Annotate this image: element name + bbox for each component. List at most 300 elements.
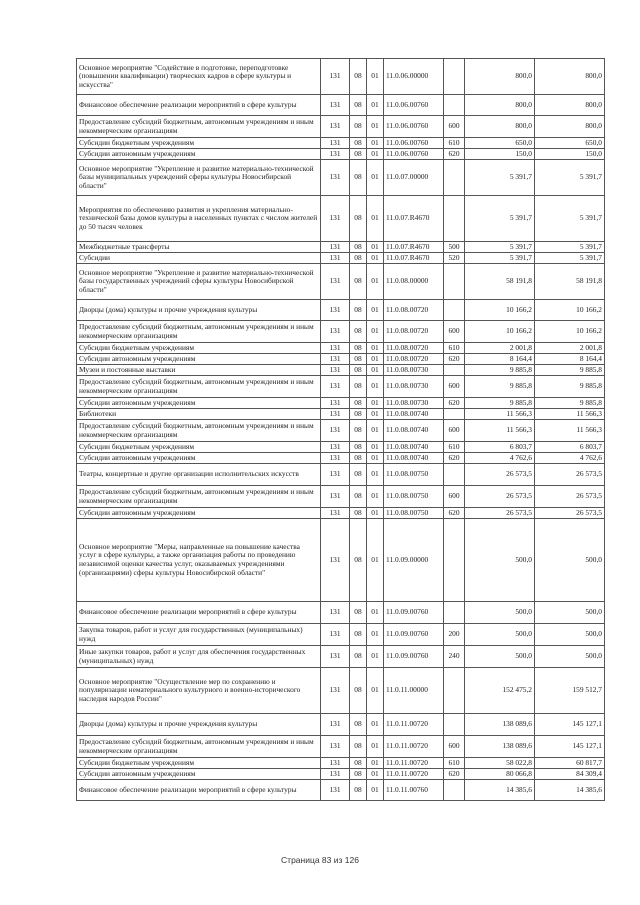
table-row xyxy=(77,409,605,420)
row-name: Музеи и постоянные выставки xyxy=(77,365,321,376)
row-subsection: 01 xyxy=(367,420,384,442)
row-section: 08 xyxy=(350,420,367,442)
row-section: 08 xyxy=(350,149,367,160)
row-subsection: 01 xyxy=(367,264,384,300)
row-expense-type xyxy=(444,59,465,95)
row-target-article: 11.0.06.00760 xyxy=(384,138,444,149)
row-section: 08 xyxy=(350,160,367,196)
row-amount-year1: 10 166,2 xyxy=(465,300,535,321)
table-row xyxy=(77,354,605,365)
row-name: Субсидии автономным учреждениям xyxy=(77,769,321,780)
row-amount-year1: 152 475,2 xyxy=(465,668,535,714)
row-amount-year1: 6 803,7 xyxy=(465,442,535,453)
row-expense-type xyxy=(444,714,465,736)
table-row xyxy=(77,160,605,196)
row-amount-year2: 159 512,7 xyxy=(535,668,605,714)
row-code: 131 xyxy=(321,264,350,300)
row-target-article: 11.0.09.00000 xyxy=(384,519,444,602)
row-subsection: 01 xyxy=(367,398,384,409)
row-name: Финансовое обеспечение реализации мероприятий в сфере культуры xyxy=(77,780,321,801)
row-amount-year1: 4 762,6 xyxy=(465,453,535,464)
row-name: Субсидии автономным учреждениям xyxy=(77,149,321,160)
row-subsection: 01 xyxy=(367,624,384,646)
row-code: 131 xyxy=(321,95,350,116)
row-amount-year1: 800,0 xyxy=(465,116,535,138)
row-section: 08 xyxy=(350,138,367,149)
row-amount-year1: 800,0 xyxy=(465,95,535,116)
row-code: 131 xyxy=(321,508,350,519)
row-code: 131 xyxy=(321,736,350,758)
row-section: 08 xyxy=(350,59,367,95)
row-amount-year2: 150,0 xyxy=(535,149,605,160)
row-target-article: 11.0.11.00720 xyxy=(384,714,444,736)
row-section: 08 xyxy=(350,300,367,321)
row-target-article: 11.0.11.00720 xyxy=(384,758,444,769)
row-amount-year2: 5 391,7 xyxy=(535,196,605,242)
row-section: 08 xyxy=(350,624,367,646)
row-target-article: 11.0.08.00720 xyxy=(384,354,444,365)
row-section: 08 xyxy=(350,242,367,253)
table-row xyxy=(77,624,605,646)
row-target-article: 11.0.07.00000 xyxy=(384,160,444,196)
row-name: Субсидии бюджетным учреждениям xyxy=(77,442,321,453)
row-target-article: 11.0.08.00730 xyxy=(384,376,444,398)
row-subsection: 01 xyxy=(367,736,384,758)
row-expense-type: 600 xyxy=(444,736,465,758)
row-target-article: 11.0.11.00720 xyxy=(384,736,444,758)
row-subsection: 01 xyxy=(367,780,384,801)
page-footer: Страница 83 из 126 xyxy=(281,855,359,865)
row-code: 131 xyxy=(321,780,350,801)
row-code: 131 xyxy=(321,376,350,398)
row-name: Основное мероприятие "Меры, направленные на повышение качества услуг в сфере культуры, а также организация работы по проведению независимой оценки качества услуг, оказываемых учреждениями (организациями) сферы культуры Новосибирской области" xyxy=(77,519,321,602)
row-name: Межбюджетные трансферты xyxy=(77,242,321,253)
row-target-article: 11.0.06.00760 xyxy=(384,149,444,160)
row-target-article: 11.0.09.00760 xyxy=(384,646,444,668)
row-amount-year2: 500,0 xyxy=(535,519,605,602)
row-amount-year2: 650,0 xyxy=(535,138,605,149)
row-expense-type: 520 xyxy=(444,253,465,264)
row-expense-type xyxy=(444,365,465,376)
row-name: Библиотеки xyxy=(77,409,321,420)
row-subsection: 01 xyxy=(367,602,384,624)
row-target-article: 11.0.09.00760 xyxy=(384,602,444,624)
row-section: 08 xyxy=(350,264,367,300)
row-amount-year1: 138 089,6 xyxy=(465,714,535,736)
row-target-article: 11.0.06.00000 xyxy=(384,59,444,95)
row-amount-year2: 26 573,5 xyxy=(535,486,605,508)
row-amount-year1: 14 385,6 xyxy=(465,780,535,801)
row-name: Предоставление субсидий бюджетным, автономным учреждениям и иным некоммерческим организациям xyxy=(77,321,321,343)
row-target-article: 11.0.08.00720 xyxy=(384,343,444,354)
row-target-article: 11.0.09.00760 xyxy=(384,624,444,646)
row-code: 131 xyxy=(321,59,350,95)
row-expense-type: 610 xyxy=(444,343,465,354)
row-subsection: 01 xyxy=(367,149,384,160)
row-amount-year1: 58 022,8 xyxy=(465,758,535,769)
row-subsection: 01 xyxy=(367,409,384,420)
row-code: 131 xyxy=(321,442,350,453)
table-row xyxy=(77,59,605,95)
row-subsection: 01 xyxy=(367,668,384,714)
row-target-article: 11.0.06.00760 xyxy=(384,116,444,138)
row-section: 08 xyxy=(350,354,367,365)
row-amount-year2: 14 385,6 xyxy=(535,780,605,801)
row-subsection: 01 xyxy=(367,758,384,769)
row-expense-type xyxy=(444,780,465,801)
row-amount-year2: 500,0 xyxy=(535,602,605,624)
row-amount-year2: 5 391,7 xyxy=(535,253,605,264)
row-section: 08 xyxy=(350,376,367,398)
row-section: 08 xyxy=(350,769,367,780)
row-amount-year1: 58 191,8 xyxy=(465,264,535,300)
row-subsection: 01 xyxy=(367,442,384,453)
row-code: 131 xyxy=(321,409,350,420)
row-name: Закупка товаров, работ и услуг для государственных (муниципальных) нужд xyxy=(77,624,321,646)
row-expense-type: 620 xyxy=(444,398,465,409)
row-expense-type: 620 xyxy=(444,769,465,780)
row-subsection: 01 xyxy=(367,464,384,486)
row-section: 08 xyxy=(350,758,367,769)
row-target-article: 11.0.08.00750 xyxy=(384,486,444,508)
row-target-article: 11.0.08.00740 xyxy=(384,442,444,453)
table-row xyxy=(77,138,605,149)
row-name: Основное мероприятие "Содействие в подготовке, переподготовке (повышении квалификации) творческих кадров в сфере культуры и искусства" xyxy=(77,59,321,95)
row-amount-year1: 500,0 xyxy=(465,519,535,602)
table-row xyxy=(77,758,605,769)
row-amount-year2: 10 166,2 xyxy=(535,300,605,321)
row-section: 08 xyxy=(350,365,367,376)
table-row xyxy=(77,300,605,321)
row-name: Дворцы (дома) культуры и прочие учреждения культуры xyxy=(77,714,321,736)
row-expense-type: 600 xyxy=(444,420,465,442)
row-code: 131 xyxy=(321,646,350,668)
row-expense-type: 600 xyxy=(444,321,465,343)
table-row xyxy=(77,398,605,409)
row-target-article: 11.0.11.00760 xyxy=(384,780,444,801)
row-code: 131 xyxy=(321,398,350,409)
row-subsection: 01 xyxy=(367,300,384,321)
row-subsection: 01 xyxy=(367,160,384,196)
row-amount-year1: 80 066,8 xyxy=(465,769,535,780)
row-amount-year1: 5 391,7 xyxy=(465,160,535,196)
row-name: Мероприятия по обеспечению развития и укрепления материально-технической базы домов культуры в населенных пунктах с числом жителей до 50 тысяч человек xyxy=(77,196,321,242)
row-amount-year2: 10 166,2 xyxy=(535,321,605,343)
row-amount-year1: 500,0 xyxy=(465,602,535,624)
table-row xyxy=(77,376,605,398)
row-expense-type xyxy=(444,160,465,196)
row-expense-type: 600 xyxy=(444,486,465,508)
table-row xyxy=(77,486,605,508)
row-subsection: 01 xyxy=(367,354,384,365)
row-section: 08 xyxy=(350,602,367,624)
row-code: 131 xyxy=(321,149,350,160)
row-amount-year2: 84 309,4 xyxy=(535,769,605,780)
row-expense-type xyxy=(444,602,465,624)
row-section: 08 xyxy=(350,343,367,354)
row-expense-type xyxy=(444,464,465,486)
row-expense-type xyxy=(444,668,465,714)
row-target-article: 11.0.07.R4670 xyxy=(384,196,444,242)
row-subsection: 01 xyxy=(367,646,384,668)
table-row xyxy=(77,646,605,668)
row-section: 08 xyxy=(350,453,367,464)
table-row xyxy=(77,264,605,300)
row-subsection: 01 xyxy=(367,321,384,343)
row-amount-year1: 800,0 xyxy=(465,59,535,95)
row-subsection: 01 xyxy=(367,453,384,464)
row-name: Предоставление субсидий бюджетным, автономным учреждениям и иным некоммерческим организациям xyxy=(77,736,321,758)
row-section: 08 xyxy=(350,646,367,668)
row-name: Субсидии автономным учреждениям xyxy=(77,508,321,519)
table-row xyxy=(77,149,605,160)
row-section: 08 xyxy=(350,409,367,420)
row-name: Основное мероприятие "Укрепление и развитие материально-технической базы муниципальных учреждений сферы культуры Новосибирской области" xyxy=(77,160,321,196)
table-row xyxy=(77,253,605,264)
row-amount-year2: 800,0 xyxy=(535,116,605,138)
table-row xyxy=(77,321,605,343)
row-expense-type: 500 xyxy=(444,242,465,253)
table-row xyxy=(77,420,605,442)
row-subsection: 01 xyxy=(367,714,384,736)
row-subsection: 01 xyxy=(367,519,384,602)
row-amount-year1: 11 566,3 xyxy=(465,420,535,442)
row-amount-year1: 500,0 xyxy=(465,646,535,668)
table-row xyxy=(77,736,605,758)
row-code: 131 xyxy=(321,300,350,321)
row-name: Субсидии автономным учреждениям xyxy=(77,354,321,365)
row-name: Субсидии бюджетным учреждениям xyxy=(77,343,321,354)
row-section: 08 xyxy=(350,321,367,343)
row-name: Предоставление субсидий бюджетным, автономным учреждениям и иным некоммерческим организациям xyxy=(77,116,321,138)
row-amount-year2: 9 885,8 xyxy=(535,376,605,398)
row-amount-year2: 26 573,5 xyxy=(535,508,605,519)
row-code: 131 xyxy=(321,253,350,264)
row-name: Дворцы (дома) культуры и прочие учреждения культуры xyxy=(77,300,321,321)
row-code: 131 xyxy=(321,769,350,780)
table-row xyxy=(77,343,605,354)
row-target-article: 11.0.06.00760 xyxy=(384,95,444,116)
row-subsection: 01 xyxy=(367,376,384,398)
row-target-article: 11.0.08.00720 xyxy=(384,300,444,321)
row-expense-type: 610 xyxy=(444,138,465,149)
row-section: 08 xyxy=(350,519,367,602)
row-subsection: 01 xyxy=(367,196,384,242)
table-row xyxy=(77,116,605,138)
row-target-article: 11.0.08.00750 xyxy=(384,464,444,486)
row-amount-year1: 26 573,5 xyxy=(465,486,535,508)
row-amount-year2: 60 817,7 xyxy=(535,758,605,769)
row-name: Финансовое обеспечение реализации мероприятий в сфере культуры xyxy=(77,95,321,116)
row-expense-type: 610 xyxy=(444,442,465,453)
row-amount-year2: 800,0 xyxy=(535,95,605,116)
row-name: Финансовое обеспечение реализации мероприятий в сфере культуры xyxy=(77,602,321,624)
row-amount-year1: 650,0 xyxy=(465,138,535,149)
row-section: 08 xyxy=(350,442,367,453)
row-name: Предоставление субсидий бюджетным, автономным учреждениям и иным некоммерческим организациям xyxy=(77,486,321,508)
table-row xyxy=(77,365,605,376)
row-expense-type: 600 xyxy=(444,116,465,138)
row-section: 08 xyxy=(350,196,367,242)
row-subsection: 01 xyxy=(367,242,384,253)
row-section: 08 xyxy=(350,116,367,138)
row-target-article: 11.0.11.00000 xyxy=(384,668,444,714)
row-amount-year1: 5 391,7 xyxy=(465,253,535,264)
row-amount-year1: 150,0 xyxy=(465,149,535,160)
row-amount-year2: 145 127,1 xyxy=(535,714,605,736)
row-amount-year1: 2 001,8 xyxy=(465,343,535,354)
row-name: Основное мероприятие "Укрепление и развитие материально-технической базы государственных учреждений сферы культуры Новосибирской области" xyxy=(77,264,321,300)
row-amount-year1: 10 166,2 xyxy=(465,321,535,343)
row-subsection: 01 xyxy=(367,508,384,519)
row-code: 131 xyxy=(321,486,350,508)
row-expense-type: 620 xyxy=(444,508,465,519)
table-row xyxy=(77,95,605,116)
row-target-article: 11.0.07.R4670 xyxy=(384,242,444,253)
row-amount-year1: 9 885,8 xyxy=(465,376,535,398)
row-amount-year2: 9 885,8 xyxy=(535,365,605,376)
row-name: Субсидии xyxy=(77,253,321,264)
table-row xyxy=(77,668,605,714)
row-amount-year1: 9 885,8 xyxy=(465,398,535,409)
row-amount-year2: 26 573,5 xyxy=(535,464,605,486)
row-amount-year1: 26 573,5 xyxy=(465,464,535,486)
row-amount-year2: 800,0 xyxy=(535,59,605,95)
row-target-article: 11.0.11.00720 xyxy=(384,769,444,780)
row-amount-year1: 500,0 xyxy=(465,624,535,646)
row-code: 131 xyxy=(321,160,350,196)
row-subsection: 01 xyxy=(367,95,384,116)
row-code: 131 xyxy=(321,602,350,624)
table-body xyxy=(77,59,605,801)
row-amount-year1: 26 573,5 xyxy=(465,508,535,519)
row-code: 131 xyxy=(321,420,350,442)
row-target-article: 11.0.08.00000 xyxy=(384,264,444,300)
row-target-article: 11.0.08.00750 xyxy=(384,508,444,519)
row-target-article: 11.0.08.00730 xyxy=(384,365,444,376)
row-name: Предоставление субсидий бюджетным, автономным учреждениям и иным некоммерческим организациям xyxy=(77,376,321,398)
row-code: 131 xyxy=(321,343,350,354)
row-amount-year2: 11 566,3 xyxy=(535,409,605,420)
row-expense-type: 600 xyxy=(444,376,465,398)
row-code: 131 xyxy=(321,321,350,343)
table-row xyxy=(77,196,605,242)
table-row xyxy=(77,780,605,801)
row-expense-type xyxy=(444,95,465,116)
row-target-article: 11.0.08.00740 xyxy=(384,420,444,442)
row-expense-type xyxy=(444,409,465,420)
table-row xyxy=(77,464,605,486)
row-section: 08 xyxy=(350,736,367,758)
row-name: Иные закупки товаров, работ и услуг для обеспечения государственных (муниципальных) нужд xyxy=(77,646,321,668)
row-section: 08 xyxy=(350,398,367,409)
budget-table xyxy=(76,58,605,801)
row-section: 08 xyxy=(350,253,367,264)
row-code: 131 xyxy=(321,116,350,138)
row-amount-year2: 5 391,7 xyxy=(535,160,605,196)
row-amount-year1: 9 885,8 xyxy=(465,365,535,376)
row-code: 131 xyxy=(321,365,350,376)
row-amount-year2: 6 803,7 xyxy=(535,442,605,453)
row-expense-type xyxy=(444,264,465,300)
row-name: Театры, концертные и другие организации исполнительских искусств xyxy=(77,464,321,486)
row-amount-year1: 5 391,7 xyxy=(465,196,535,242)
row-subsection: 01 xyxy=(367,59,384,95)
table-row xyxy=(77,769,605,780)
row-expense-type xyxy=(444,300,465,321)
row-code: 131 xyxy=(321,138,350,149)
row-expense-type: 240 xyxy=(444,646,465,668)
row-code: 131 xyxy=(321,758,350,769)
row-code: 131 xyxy=(321,453,350,464)
row-section: 08 xyxy=(350,486,367,508)
row-amount-year2: 58 191,8 xyxy=(535,264,605,300)
row-section: 08 xyxy=(350,714,367,736)
row-name: Предоставление субсидий бюджетным, автономным учреждениям и иным некоммерческим организациям xyxy=(77,420,321,442)
row-amount-year2: 9 885,8 xyxy=(535,398,605,409)
row-expense-type: 620 xyxy=(444,149,465,160)
table-row xyxy=(77,602,605,624)
row-amount-year2: 8 164,4 xyxy=(535,354,605,365)
row-amount-year1: 8 164,4 xyxy=(465,354,535,365)
row-name: Основное мероприятие "Осуществление мер по сохранению и популяризации нематериального культурного и военно-исторического наследия народов России" xyxy=(77,668,321,714)
row-section: 08 xyxy=(350,508,367,519)
table-row xyxy=(77,442,605,453)
row-subsection: 01 xyxy=(367,486,384,508)
row-section: 08 xyxy=(350,95,367,116)
row-subsection: 01 xyxy=(367,343,384,354)
row-subsection: 01 xyxy=(367,138,384,149)
row-name: Субсидии автономным учреждениям xyxy=(77,398,321,409)
row-code: 131 xyxy=(321,624,350,646)
table-row xyxy=(77,519,605,602)
row-name: Субсидии бюджетным учреждениям xyxy=(77,138,321,149)
row-target-article: 11.0.08.00730 xyxy=(384,398,444,409)
row-section: 08 xyxy=(350,668,367,714)
row-amount-year2: 2 001,8 xyxy=(535,343,605,354)
row-code: 131 xyxy=(321,519,350,602)
row-section: 08 xyxy=(350,780,367,801)
row-subsection: 01 xyxy=(367,116,384,138)
row-code: 131 xyxy=(321,714,350,736)
row-expense-type: 610 xyxy=(444,758,465,769)
table-row xyxy=(77,242,605,253)
row-amount-year2: 5 391,7 xyxy=(535,242,605,253)
row-expense-type xyxy=(444,519,465,602)
table-row xyxy=(77,714,605,736)
row-amount-year2: 145 127,1 xyxy=(535,736,605,758)
row-amount-year2: 4 762,6 xyxy=(535,453,605,464)
row-code: 131 xyxy=(321,354,350,365)
row-name: Субсидии бюджетным учреждениям xyxy=(77,758,321,769)
row-amount-year2: 500,0 xyxy=(535,624,605,646)
row-code: 131 xyxy=(321,668,350,714)
row-subsection: 01 xyxy=(367,253,384,264)
row-amount-year1: 11 566,3 xyxy=(465,409,535,420)
row-amount-year1: 5 391,7 xyxy=(465,242,535,253)
row-code: 131 xyxy=(321,464,350,486)
row-code: 131 xyxy=(321,196,350,242)
row-section: 08 xyxy=(350,464,367,486)
table-row xyxy=(77,453,605,464)
row-subsection: 01 xyxy=(367,365,384,376)
row-expense-type: 620 xyxy=(444,453,465,464)
row-subsection: 01 xyxy=(367,769,384,780)
row-expense-type xyxy=(444,196,465,242)
row-target-article: 11.0.08.00720 xyxy=(384,321,444,343)
row-code: 131 xyxy=(321,242,350,253)
row-expense-type: 620 xyxy=(444,354,465,365)
